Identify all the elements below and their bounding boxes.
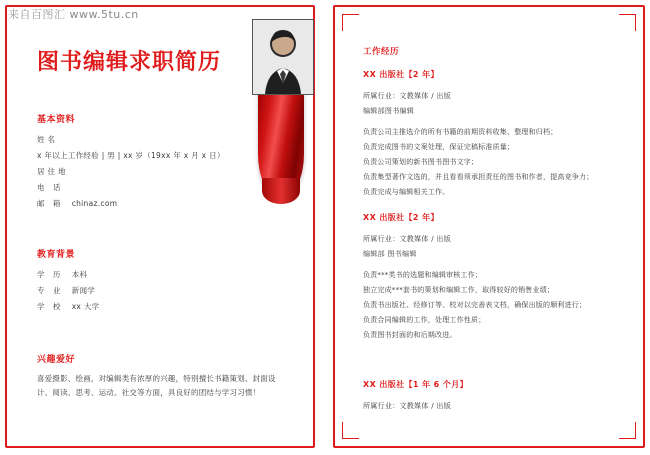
field-degree-label: 学 历 (37, 270, 64, 279)
list-item (363, 125, 621, 140)
list-item (363, 268, 621, 283)
resume-page-right (333, 5, 645, 448)
field-name-label: 姓名 (37, 135, 58, 144)
job-duty-text: 负责完成与编辑相关工作。 (363, 188, 450, 196)
job-industry: 所属行业：文教媒体 / 出版 (363, 402, 452, 410)
job-duty-text: 负责集型著作文选的，并且看看须承担责任的图书和作者，提高竞争力； (363, 173, 594, 181)
watermark-text: 来自百图汇 (8, 8, 66, 21)
job-entry (363, 212, 621, 343)
field-residence (37, 164, 287, 180)
field-school-value: xx 大学 (71, 302, 100, 311)
corner-mark-top-left (342, 14, 359, 31)
job-duty-text: 负责图书封面的和后期改进。 (363, 331, 457, 339)
photo-decoration (252, 15, 314, 195)
field-name (37, 132, 287, 148)
list-item (363, 283, 621, 298)
section-title-hobby: 兴趣爱好 (37, 355, 76, 365)
job-entry (363, 69, 621, 200)
field-email-label: 邮 箱 (37, 199, 64, 208)
list-item (363, 170, 621, 185)
job-company: XX 出版社【2 年】 (363, 70, 439, 79)
job-industry: 所属行业：文教媒体 / 出版 (363, 92, 452, 100)
field-degree (37, 267, 287, 283)
section-education (37, 247, 287, 315)
job-duty-text: 负责书出版社、经修订等、校对以完善表文档，确保出版的顺利进行； (363, 301, 587, 309)
field-summary: x 年以上工作经验 | 男 | xx 岁（19xx 年 x 月 x 日） (37, 151, 225, 160)
field-email-value: chinaz.com (71, 199, 118, 208)
job-duty-text: 负责合同编辑的工作，处理工作性质； (363, 316, 486, 324)
field-phone (37, 180, 287, 196)
job-department: 编辑部图书编辑 (363, 107, 415, 115)
list-item (363, 313, 621, 328)
job-entry (363, 379, 621, 414)
job-industry: 所属行业：文教媒体 / 出版 (363, 235, 452, 243)
corner-mark-top-right (619, 14, 636, 31)
job-duty-text: 负责完成图书的文案处理，保证完稿标准质量； (363, 143, 515, 151)
list-item (363, 140, 621, 155)
hobby-paragraph: 喜爱摄影、绘画，对编辑类有浓厚的兴趣，特别擅长书籍策划、封面设计、阅读、思考、运动。社交等方面，具良好的团结与学习习惯！ (37, 374, 276, 397)
corner-mark-bottom-left (342, 422, 359, 439)
section-basic-info (37, 112, 287, 212)
field-major-value: 新闻学 (71, 286, 96, 295)
section-title-education: 教育背景 (37, 250, 76, 260)
page-title: 图书编辑求职简历 (37, 50, 222, 75)
field-major (37, 283, 287, 299)
list-item (363, 155, 621, 170)
job-duty-text: 独立完成***套书的策划和编辑工作，取得较好的销售业绩； (363, 286, 555, 294)
resume-page-left (5, 5, 315, 448)
field-school (37, 299, 287, 315)
list-item (363, 328, 621, 343)
watermark (8, 6, 139, 22)
field-email (37, 196, 287, 212)
job-duty-text: 负责公司策划的新书图书图书文字； (363, 158, 479, 166)
job-company: XX 出版社【2 年】 (363, 213, 439, 222)
avatar (252, 19, 314, 95)
section-title-basic: 基本资料 (37, 115, 76, 125)
job-company: XX 出版社【1 年 6 个月】 (363, 380, 469, 389)
field-residence-label: 居住地 (37, 167, 69, 176)
field-degree-value: 本科 (71, 270, 88, 279)
section-hobby (37, 352, 287, 400)
section-work-experience (363, 45, 621, 57)
list-item (363, 298, 621, 313)
field-phone-label: 电 话 (37, 183, 64, 192)
watermark-url: www.5tu.cn (69, 8, 139, 21)
field-major-label: 专 业 (37, 286, 64, 295)
job-duty-list (363, 125, 621, 200)
job-duty-text: 负责***类书的选题和编辑审核工作； (363, 271, 483, 279)
job-duty-text: 负责公司主推选介的所有书籍的前期资料收集、整理和归档； (363, 128, 558, 136)
ribbon-decoration (258, 89, 304, 194)
corner-mark-bottom-right (619, 422, 636, 439)
section-title-work: 工作经历 (363, 47, 400, 57)
job-department: 编辑部 图书编辑 (363, 250, 417, 258)
field-school-label: 学 校 (37, 302, 64, 311)
job-duty-list (363, 268, 621, 343)
list-item (363, 185, 621, 200)
